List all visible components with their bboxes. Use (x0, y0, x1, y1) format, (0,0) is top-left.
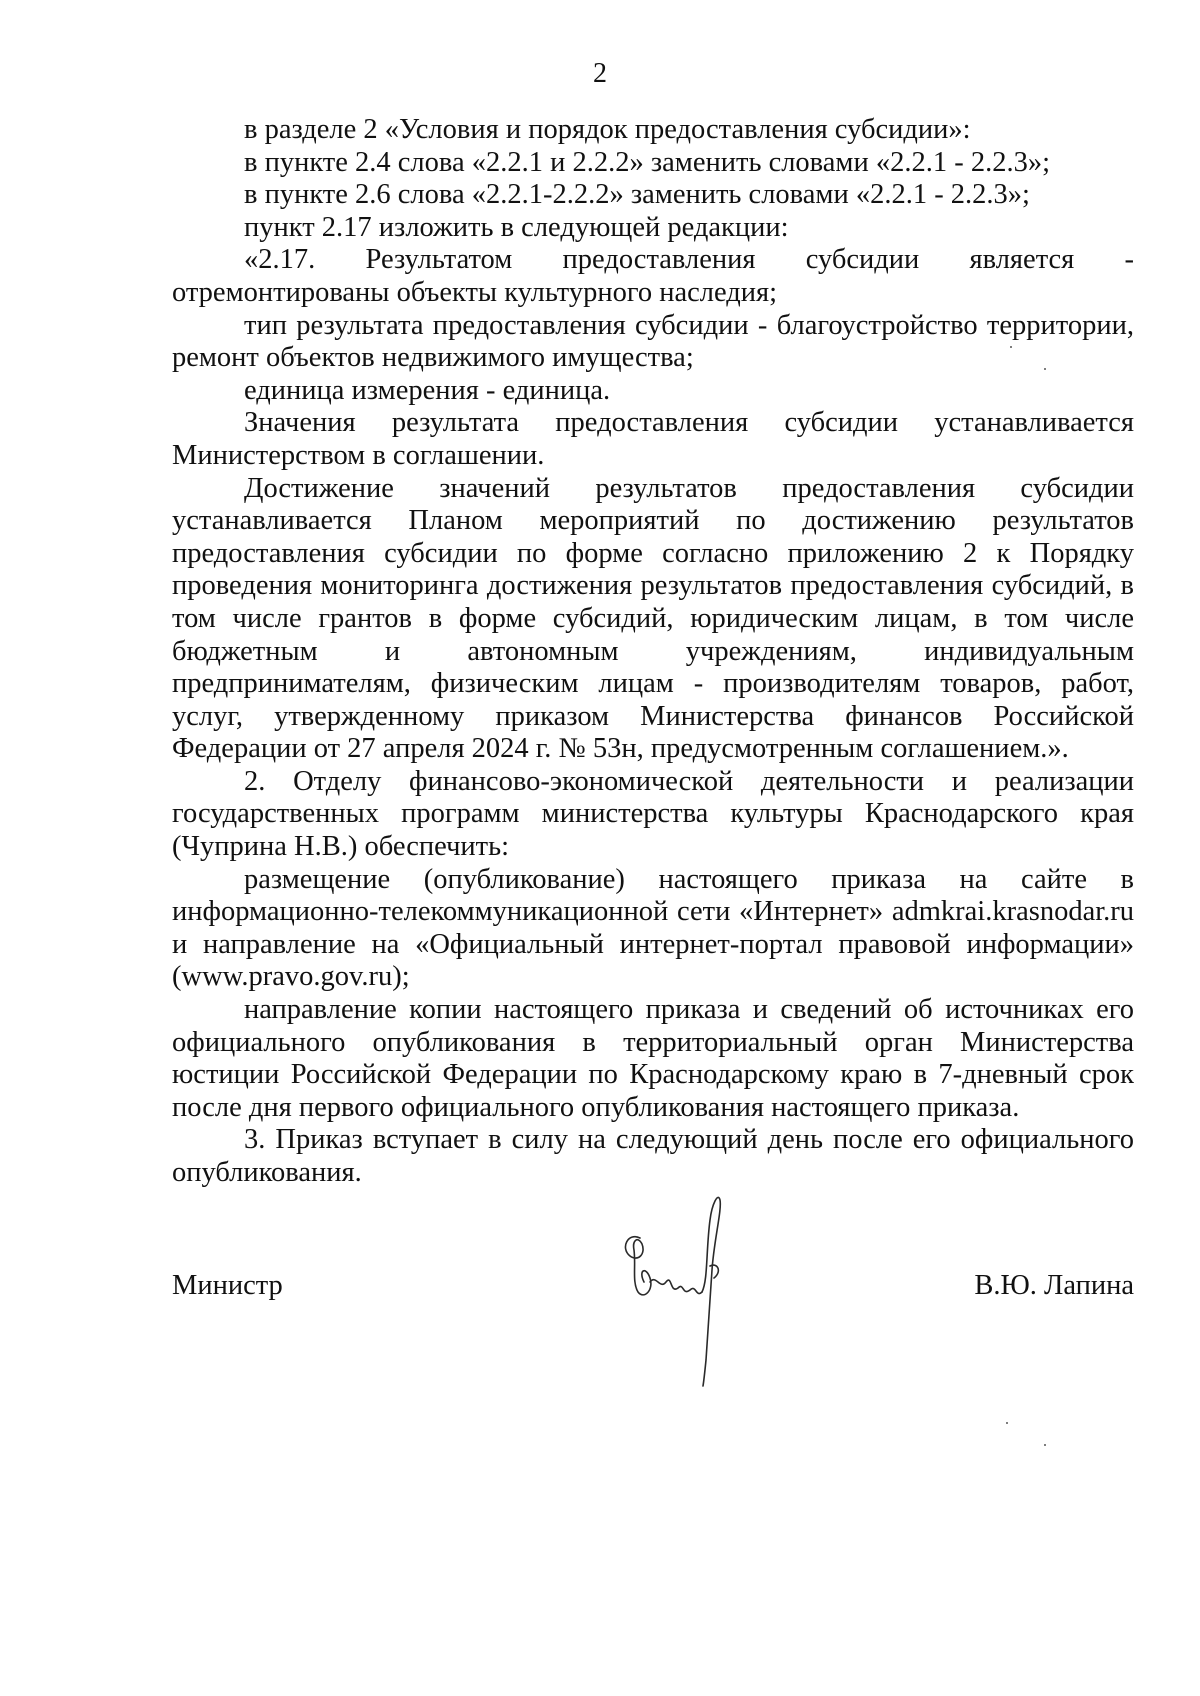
paragraph-item-2-6: в пункте 2.6 слова «2.2.1-2.2.2» заменить словами «2.2.1 - 2.2.3»; (244, 179, 1030, 211)
paragraph-values: Значения результата предоставления субсидии устанавливается Министерством в соглашении. (172, 407, 1134, 471)
paragraph-item-2-17-intro: пункт 2.17 изложить в следующей редакции: (244, 211, 789, 243)
signatory-name: В.Ю. Лапина (974, 1270, 1134, 1301)
paragraph-item-2-4: в пункте 2.4 слова «2.2.1 и 2.2.2» заменить словами «2.2.1 - 2.2.3»; (244, 146, 1050, 178)
signatory-title: Министр (172, 1270, 283, 1301)
scan-speck (1010, 346, 1012, 348)
paragraph-achievement: Достижение значений результатов предоставления субсидии устанавливается Планом мероприятий по достижению результатов предоставления субсидии по форме согласно приложению 2 к Порядку проведения мониторинга достижения результатов предоставления субсидий, в том числе грантов в форме субсидий, юридическим лицам, в том числе бюджетным и автономным учреждениям, индивидуальным предпринимателям, физическим лицам - производителям товаров, работ, услуг, утвержденному приказом Министерства финансов Российской Федерации от 27 апреля 2024 г. № 53н, предусмотренным соглашением.». (172, 472, 1134, 765)
paragraph-section-2-intro: в разделе 2 «Условия и порядок предоставления субсидии»: (244, 114, 971, 145)
scan-speck (1006, 1422, 1008, 1424)
paragraph-effective-date: 3. Приказ вступает в силу на следующий день после его официального опубликования. (172, 1124, 1134, 1188)
paragraph-result-type: тип результата предоставления субсидии - благоустройство территории, ремонт объектов недвижимого имущества; (172, 309, 1134, 374)
page-number: 2 (593, 58, 607, 89)
paragraph-copy-direction: направление копии настоящего приказа и сведений об источниках его официального опубликования в территориальный орган Министерства юстиции Российской Федерации по Краснодарскому краю в 7-дневный срок после дня первого официального опубликования настоящего приказа. (172, 994, 1134, 1123)
paragraph-publication: размещение (опубликование) настоящего приказа на сайте в информационно-телекоммуникационной сети «Интернет» admkrai.krasnodar.ru и направление на «Официальный интернет-портал правовой информации» (www.pravo.gov.ru); (172, 863, 1134, 993)
paragraph-department: 2. Отделу финансово-экономической деятельности и реализации государственных программ министерства культуры Краснодарского края (Чуприна Н.В.) обеспечить: (172, 765, 1134, 863)
scan-speck (1044, 368, 1046, 370)
handwritten-signature (610, 1170, 760, 1390)
scan-speck (1044, 1444, 1046, 1446)
paragraph-result: «2.17. Результатом предоставления субсидии является - отремонтированы объекты культурного наследия; (172, 244, 1134, 308)
paragraph-unit: единица измерения - единица. (244, 374, 611, 406)
document-body (172, 114, 1134, 1190)
